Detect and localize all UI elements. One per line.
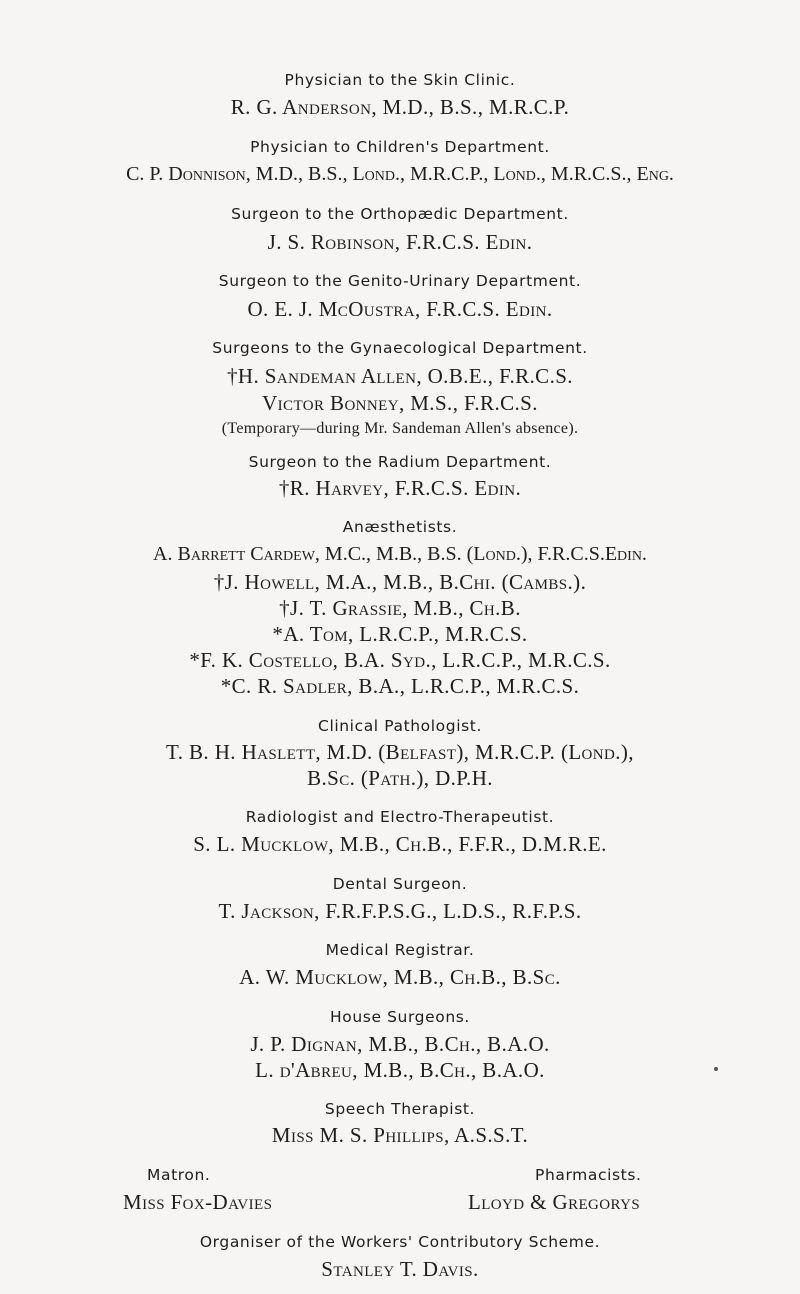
speck-mark <box>714 1067 718 1071</box>
staff-name: †J. T. Grassie, M.B., Ch.B. <box>279 596 521 620</box>
staff-name: *C. R. Sadler, B.A., L.R.C.P., M.R.C.S. <box>220 674 580 698</box>
section-heading: House Surgeons. <box>330 1008 470 1026</box>
section-heading: Surgeon to the Orthopædic Department. <box>231 205 569 223</box>
matron-heading: Matron. <box>147 1166 211 1184</box>
staff-name: C. P. Donnison, M.D., B.S., Lond., M.R.C.P., Lond., M.R.C.S., Eng. <box>126 163 674 185</box>
section-heading: Physician to the Skin Clinic. <box>284 71 516 89</box>
staff-name: L. d'Abreu, M.B., B.Ch., B.A.O. <box>255 1058 545 1082</box>
section-heading: Dental Surgeon. <box>332 875 468 893</box>
pharmacists-heading: Pharmacists. <box>535 1166 642 1184</box>
section-heading: Anæsthetists. <box>342 518 458 536</box>
staff-name: T. Jackson, F.R.F.P.S.G., L.D.S., R.F.P.S. <box>218 899 582 923</box>
staff-name: S. L. Mucklow, M.B., Ch.B., F.F.R., D.M.R.E. <box>193 832 607 856</box>
staff-name: J. S. Robinson, F.R.C.S. Edin. <box>267 230 533 254</box>
section-heading: Organiser of the Workers' Contributory Scheme. <box>199 1233 601 1251</box>
pharmacists-name: Lloyd & Gregorys <box>468 1190 641 1214</box>
section-heading: Surgeon to the Genito-Urinary Department. <box>218 272 582 290</box>
staff-name: A. W. Mucklow, M.B., Ch.B., B.Sc. <box>239 965 561 989</box>
staff-name: †R. Harvey, F.R.C.S. Edin. <box>278 476 522 500</box>
staff-name: *A. Tom, L.R.C.P., M.R.C.S. <box>272 622 528 646</box>
staff-name: T. B. H. Haslett, M.D. (Belfast), M.R.C.P. (Lond.), <box>166 740 634 764</box>
section-heading: Surgeon to the Radium Department. <box>248 453 552 471</box>
matron-name: Miss Fox-Davies <box>123 1190 273 1214</box>
section-heading: Surgeons to the Gynaecological Department. <box>212 339 588 357</box>
staff-name: *F. K. Costello, B.A. Syd., L.R.C.P., M.R.C.S. <box>189 648 611 672</box>
staff-name: Victor Bonney, M.S., F.R.C.S. <box>262 391 538 415</box>
section-heading: Speech Therapist. <box>324 1100 476 1118</box>
staff-name: O. E. J. McOustra, F.R.C.S. Edin. <box>247 297 553 321</box>
section-heading: Medical Registrar. <box>325 941 475 959</box>
section-heading: Radiologist and Electro-Therapeutist. <box>245 808 555 826</box>
staff-name: A. Barrett Cardew, M.C., M.B., B.S. (Lond.), F.R.C.S.Edin. <box>153 543 647 565</box>
section-heading: Clinical Pathologist. <box>318 717 482 735</box>
staff-name: R. G. Anderson, M.D., B.S., M.R.C.P. <box>230 95 570 119</box>
staff-name: †H. Sandeman Allen, O.B.E., F.R.C.S. <box>227 364 573 388</box>
staff-name: †J. Howell, M.A., M.B., B.Chi. (Cambs.). <box>213 570 587 594</box>
staff-name: J. P. Dignan, M.B., B.Ch., B.A.O. <box>250 1032 550 1056</box>
section-note: (Temporary—during Mr. Sandeman Allen's absence). <box>221 420 579 437</box>
staff-name: Stanley T. Davis. <box>321 1257 479 1281</box>
staff-name: Miss M. S. Phillips, A.S.S.T. <box>271 1123 529 1147</box>
staff-name: B.Sc. (Path.), D.P.H. <box>307 766 493 790</box>
section-heading: Physician to Children's Department. <box>250 138 550 156</box>
